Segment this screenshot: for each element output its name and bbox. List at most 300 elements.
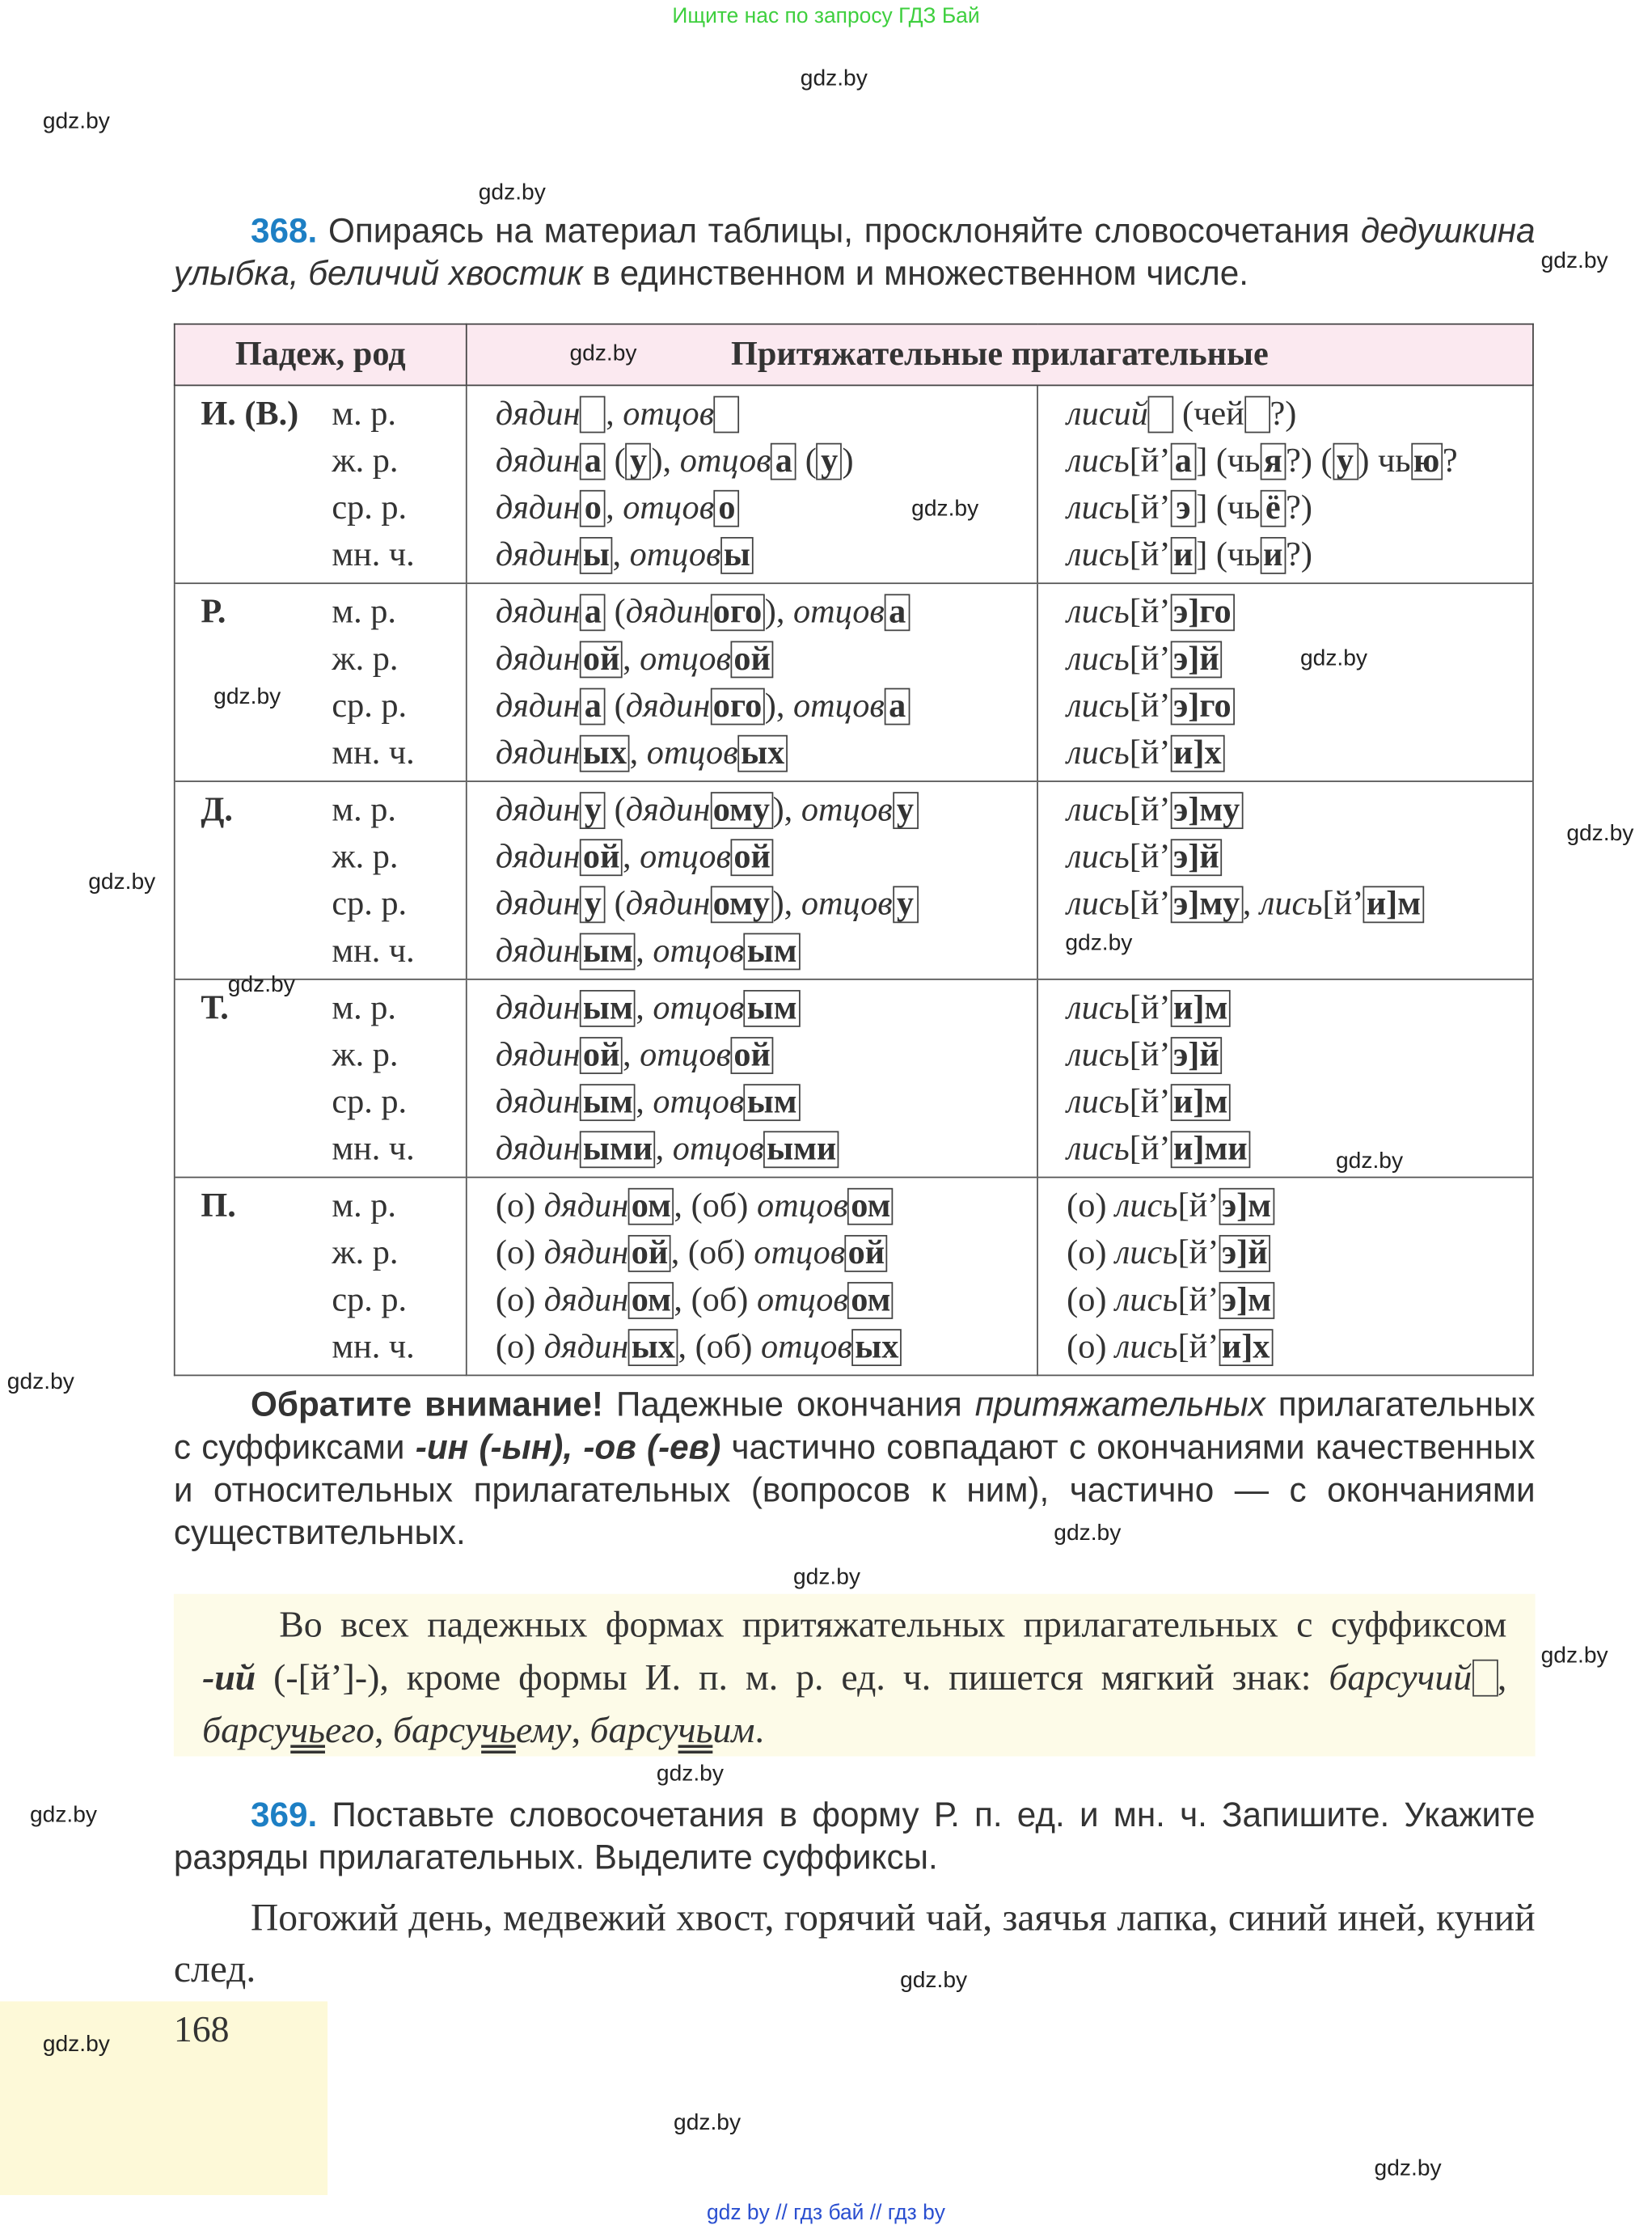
text-part: [й’ (1129, 1084, 1171, 1122)
text-part: ), (772, 886, 801, 924)
watermark: gdz.by (227, 972, 295, 997)
word-stem: отцов (672, 1131, 764, 1169)
word-stem: отцов (679, 442, 771, 480)
gender-label: ж. р. (332, 442, 399, 480)
word-stem: отцов (653, 1084, 745, 1122)
form-line (467, 637, 1037, 683)
form-line (467, 391, 1037, 438)
note-paragraph (174, 1385, 1536, 1555)
ending-box: ом (628, 1188, 674, 1225)
ending-box: и]м (1170, 1084, 1230, 1121)
case-cell (175, 583, 467, 781)
ending-box: у (1333, 443, 1358, 480)
form-line (1038, 730, 1532, 777)
ending-box: э]й (1170, 839, 1222, 876)
ending-box: э]го (1170, 594, 1234, 631)
case-line (175, 391, 466, 438)
text-part: ? (1442, 442, 1458, 480)
ending-box: ой (580, 1037, 623, 1074)
word-stem: дядин (495, 594, 581, 632)
case-line (175, 1325, 466, 1372)
word-stem: дядин (543, 1187, 629, 1225)
exercise-text: Поставьте словосочетания в форму Р. п. ед. и мн. ч. Запишите. Укажите разряды прилагательных. Выделите суффиксы. (173, 1796, 1536, 1878)
case-line (175, 590, 466, 637)
ending-box: о (714, 490, 740, 527)
text-part: (о) (495, 1282, 544, 1319)
case-group-row (175, 979, 1533, 1178)
underlined-part: чь (290, 1709, 325, 1751)
suffix-ij-cell (1037, 979, 1533, 1178)
form-line (1038, 1080, 1532, 1127)
text-part: [й’ (1129, 886, 1171, 924)
word-stem: дядин (495, 396, 581, 434)
exercise-text: Опираясь на материал таблицы, просклоняйте словосочетания (317, 212, 1361, 251)
gender-label: ср. р. (332, 1282, 408, 1319)
ending-box: э]й (1170, 1037, 1222, 1074)
case-line (175, 1033, 466, 1080)
ending-box: ым (580, 933, 636, 971)
ending-box: ых (852, 1329, 902, 1366)
word-stem: отцов (640, 641, 731, 679)
text-part: , (об) (674, 1187, 757, 1225)
ending-box: ого (710, 594, 764, 631)
ending-box: ым (744, 1084, 800, 1121)
ending-box: ых (628, 1329, 678, 1366)
word-stem: лись (1114, 1234, 1178, 1272)
watermark: gdz.by (88, 870, 156, 895)
exercise-number: 369. (250, 1796, 318, 1835)
case-cell (175, 979, 467, 1178)
watermark: gdz.by (656, 1762, 724, 1787)
note-italic: притяжательных (974, 1385, 1265, 1425)
text-part: ( (796, 442, 817, 480)
text-part: , (622, 839, 640, 877)
underlined-part: чь (481, 1709, 516, 1751)
word-stem: отцов (792, 687, 885, 725)
word-stem: лись (1259, 886, 1323, 924)
word-stem: дядин (625, 594, 711, 632)
word-stem: лись (1067, 734, 1130, 772)
text-part: ?) (1286, 536, 1313, 574)
text-part: (о) (495, 1234, 544, 1272)
case-label: Т. (201, 990, 229, 1027)
ending-box: и (1170, 537, 1196, 574)
watermark: gdz.by (42, 109, 110, 134)
word-stem: лись (1067, 839, 1130, 877)
rule-example (589, 1709, 754, 1750)
ending-box: ыми (764, 1131, 839, 1168)
text-part: [й’ (1177, 1329, 1219, 1366)
text-part: ( (606, 594, 626, 632)
ending-box (714, 396, 740, 434)
ending-box: ы (720, 537, 753, 574)
text-part: [й’ (1129, 687, 1171, 725)
form-line (467, 788, 1037, 835)
word-stem: лись (1067, 1131, 1130, 1169)
word-stem: лись (1067, 536, 1130, 574)
part: барсу (202, 1709, 291, 1751)
word-stem: дядин (495, 1084, 581, 1122)
case-line (175, 637, 466, 683)
ending-box: э]м (1219, 1188, 1274, 1225)
form-line (1038, 986, 1532, 1033)
text-part: (о) (495, 1187, 544, 1225)
case-cell (175, 781, 467, 979)
ending-box: ой (731, 1037, 774, 1074)
gender-label: ж. р. (332, 1234, 399, 1272)
word-stem: дядин (495, 933, 581, 971)
case-line (175, 730, 466, 777)
note-lead: Обратите внимание! (250, 1385, 603, 1425)
word-stem: лись (1114, 1282, 1178, 1319)
word-stem: лись (1114, 1187, 1178, 1225)
case-label: П. (201, 1187, 236, 1225)
text-part: , (636, 1084, 653, 1122)
watermark: gdz.by (1336, 1149, 1404, 1174)
text-part: ( (606, 442, 626, 480)
text-part: ] (чь (1196, 536, 1261, 574)
ending-box: а (580, 443, 606, 480)
case-line (175, 486, 466, 533)
form-line (1038, 438, 1532, 485)
text-part: ( (606, 886, 626, 924)
word-stem: лись (1067, 489, 1130, 527)
ending-box: и]х (1219, 1329, 1273, 1366)
text-part: [й’ (1129, 792, 1171, 830)
ending-box: а (885, 594, 911, 631)
text-part: , (629, 734, 647, 772)
ending-box: ым (580, 1084, 636, 1121)
text-part: [й’ (1177, 1187, 1219, 1225)
page-number: 168 (173, 2008, 230, 2050)
exercise-text: в единственном и множественном числе. (582, 255, 1249, 294)
ending-box: ой (580, 839, 623, 876)
text-part: (о) (1067, 1187, 1115, 1225)
ending-box: ом (628, 1282, 674, 1319)
case-line (175, 533, 466, 580)
case-group-row (175, 1178, 1533, 1376)
gender-label: мн. ч. (332, 933, 415, 971)
ending-box: э]му (1170, 792, 1242, 829)
watermark: gdz.by (1540, 1643, 1608, 1669)
ending-box: ё (1260, 490, 1286, 527)
word-stem: отцов (640, 1037, 731, 1074)
exercise-369-phrases: Погожий день, медвежий хвост, горячий чай, заячья лапка, синий иней, куний след. (173, 1896, 1536, 1990)
ending-box: э]м (1219, 1282, 1274, 1319)
text-part: , (об) (678, 1329, 761, 1366)
watermark: gdz.by (569, 341, 637, 366)
text-part: (чей (1173, 396, 1244, 434)
word-stem: отцов (801, 792, 893, 830)
ending-box: и]м (1363, 886, 1423, 923)
case-label: И. (В.) (201, 396, 299, 434)
text-part: ), (764, 687, 793, 725)
gender-label: ж. р. (332, 839, 399, 877)
footer-links[interactable]: gdz by // гдз бай // гдз by (706, 2201, 946, 2225)
form-line (1038, 882, 1532, 928)
text-part: ?) ( (1286, 442, 1333, 480)
ending-box: у (817, 443, 843, 480)
word-stem: дядин (495, 641, 581, 679)
form-line (1038, 590, 1532, 637)
empty-ending-box (1472, 1660, 1498, 1697)
ending-box (580, 396, 606, 434)
ending-box: у (580, 792, 606, 829)
watermark: gdz.by (792, 1565, 861, 1590)
watermark: gdz.by (6, 1370, 74, 1395)
word-stem: отцов (754, 1234, 846, 1272)
ending-box: у (626, 443, 652, 480)
word-stem: лись (1067, 990, 1130, 1027)
text-part: , (636, 933, 653, 971)
gender-label: м. р. (332, 594, 396, 632)
form-line (467, 1278, 1037, 1325)
ending-box: ой (731, 839, 774, 876)
text-part: (о) (1067, 1282, 1115, 1319)
text-part: , (об) (670, 1234, 754, 1272)
gender-label: м. р. (332, 396, 396, 434)
text-part: [й’ (1177, 1282, 1219, 1319)
rule-text: Во всех падежных формах притяжательных прилагательных с суффиксом (279, 1604, 1507, 1646)
ending-box: э (1170, 490, 1196, 527)
ending-box: ой (731, 641, 774, 679)
watermark: gdz.by (213, 685, 281, 710)
part: барсу (589, 1709, 678, 1751)
word-stem: лись (1067, 1084, 1130, 1122)
ending-box: ых (580, 735, 629, 772)
watermark: gdz.by (674, 2111, 741, 2136)
word-stem: отцов (646, 734, 738, 772)
text-part: ( (606, 792, 626, 830)
note-suffixes: -ин (-ын), -ов (-ев) (415, 1428, 721, 1468)
ending-box: ому (710, 886, 772, 923)
word-stem: дядин (543, 1329, 629, 1366)
case-cell (175, 1178, 467, 1376)
ending-box: ой (580, 641, 623, 679)
ending-box: ы (580, 537, 612, 574)
form-line (467, 928, 1037, 975)
suffix-in-ov-cell (467, 385, 1037, 583)
form-line (1038, 788, 1532, 835)
word-stem: лись (1114, 1329, 1178, 1366)
ending-box: у (893, 886, 919, 923)
form-line (1038, 533, 1532, 580)
note-text: Падежные окончания (602, 1385, 975, 1425)
ending-box: у (580, 886, 606, 923)
word-stem: дядин (495, 536, 581, 574)
word-stem: дядин (495, 886, 581, 924)
form-line (1038, 391, 1532, 438)
suffix-ij-cell (1037, 1178, 1533, 1376)
case-line (175, 438, 466, 485)
ending-box: у (893, 792, 919, 829)
watermark: gdz.by (1374, 2156, 1442, 2181)
word-stem: отцов (629, 536, 721, 574)
form-line (1038, 1278, 1532, 1325)
header-case: Падеж, род (175, 324, 467, 386)
case-line (175, 835, 466, 882)
watermark: gdz.by (29, 1803, 98, 1828)
form-line (1038, 1325, 1532, 1372)
form-line (1038, 1184, 1532, 1231)
word-stem: дядин (495, 792, 581, 830)
suffix-in-ov-cell (467, 781, 1037, 979)
text-part: [й’ (1129, 641, 1171, 679)
part: ему (515, 1709, 572, 1751)
ending-box (1244, 396, 1270, 434)
form-line (467, 683, 1037, 730)
rule-example: барсучий (1329, 1656, 1472, 1698)
part: его (324, 1709, 375, 1751)
text-part: (о) (1067, 1234, 1115, 1272)
ending-box: ом (848, 1282, 894, 1319)
case-line (175, 928, 466, 975)
text-part: ), (764, 594, 793, 632)
watermark: gdz.by (800, 66, 868, 91)
case-line (175, 986, 466, 1033)
sep: , (374, 1709, 393, 1751)
case-line (175, 1231, 466, 1278)
top-banner[interactable]: Ищите нас по запросу ГДЗ Бай (672, 4, 980, 29)
ending-box: и]ми (1170, 1131, 1250, 1168)
form-line (467, 1080, 1037, 1127)
form-line (467, 882, 1037, 928)
case-line (175, 1278, 466, 1325)
text-part: ) (842, 442, 854, 480)
ending-box: а (771, 443, 796, 480)
suffix-in-ov-cell (467, 1178, 1037, 1376)
word-stem: отцов (756, 1282, 848, 1319)
text-part: , (622, 1037, 640, 1074)
ending-box: а (580, 594, 606, 631)
text-part: , (1242, 886, 1260, 924)
suffix-in-ov-cell (467, 583, 1037, 781)
form-line (1038, 835, 1532, 882)
ending-box: ому (710, 792, 772, 829)
form-line (1038, 1033, 1532, 1080)
part: барсу (392, 1709, 482, 1751)
exercise-phrases: дедушкина улыбка, беличий хвостик (173, 212, 1536, 294)
word-stem: лись (1067, 687, 1130, 725)
case-line (175, 1080, 466, 1127)
case-group-row (175, 781, 1533, 979)
form-line (467, 438, 1037, 485)
word-stem: отцов (623, 489, 715, 527)
rule-example (202, 1709, 374, 1750)
word-stem: дядин (495, 839, 581, 877)
case-group-row (175, 385, 1533, 583)
word-stem: отцов (653, 933, 745, 971)
form-line (467, 835, 1037, 882)
case-line (175, 788, 466, 835)
gender-label: мн. ч. (332, 734, 415, 772)
ending-box: э]й (1219, 1235, 1270, 1272)
ending-box: э]му (1170, 886, 1242, 923)
form-line (467, 730, 1037, 777)
header-adjectives-label: Притяжательные прилагательные (730, 335, 1269, 373)
gender-label: ср. р. (332, 489, 408, 527)
form-line (467, 533, 1037, 580)
text-part: (о) (1067, 1329, 1115, 1366)
text-part: ( (606, 687, 626, 725)
word-stem: дядин (625, 687, 711, 725)
note-text: частично совпадают с окончаниями качественных и относительных прилагательных (вопросов к ним), частично — с окончаниями существительных. (173, 1428, 1536, 1553)
ending-box: ым (744, 990, 800, 1027)
text-part: [й’ (1129, 1037, 1171, 1074)
text-part: [й’ (1129, 489, 1171, 527)
word-stem: лись (1067, 641, 1130, 679)
form-line (467, 1325, 1037, 1372)
text-part: ] (чь (1196, 489, 1261, 527)
word-stem: отцов (640, 839, 731, 877)
text-part: ) чь (1358, 442, 1411, 480)
gender-label: м. р. (332, 1187, 396, 1225)
ending-box: э]го (1170, 688, 1234, 725)
text-part: (о) (495, 1329, 544, 1366)
text-part: [й’ (1129, 536, 1171, 574)
word-stem: дядин (495, 734, 581, 772)
case-label: Р. (201, 594, 226, 632)
case-group-row (175, 583, 1533, 781)
text-part: , (612, 536, 630, 574)
text-part: [й’ (1129, 1131, 1171, 1169)
word-stem: дядин (495, 1037, 581, 1074)
text-part: , (об) (674, 1282, 757, 1319)
ending-box: ым (744, 933, 800, 971)
watermark: gdz.by (900, 1968, 968, 1993)
gender-label: ср. р. (332, 886, 408, 924)
word-stem: дядин (495, 1131, 581, 1169)
case-cell (175, 385, 467, 583)
word-stem: отцов (760, 1329, 852, 1366)
text-part: [й’ (1129, 839, 1171, 877)
page-number-block (0, 2001, 327, 2195)
ending-box: а (580, 688, 606, 725)
rule-box (174, 1594, 1536, 1757)
text-part: ] (чь (1196, 442, 1261, 480)
gender-label: мн. ч. (332, 1131, 415, 1169)
ending-box: а (1170, 443, 1196, 480)
ending-box: ыми (580, 1131, 655, 1168)
form-line (467, 1231, 1037, 1278)
ending-box: ых (738, 735, 788, 772)
ending-box: я (1260, 443, 1286, 480)
form-line (1038, 486, 1532, 533)
word-stem: дядин (543, 1234, 629, 1272)
ending-box: и]м (1170, 990, 1230, 1027)
word-stem: дядин (495, 990, 581, 1027)
text-part: , (606, 396, 623, 434)
note-text: прилагательных с суффиксами (173, 1385, 1536, 1468)
text-part: [й’ (1129, 594, 1171, 632)
possessive-adjectives-table (174, 324, 1534, 1377)
exercise-369 (174, 1795, 1536, 1880)
watermark: gdz.by (911, 497, 979, 522)
case-line (175, 882, 466, 928)
table-body (175, 385, 1533, 1375)
word-stem: лись (1067, 792, 1130, 830)
rule-example (393, 1709, 572, 1750)
text-part: [й’ (1129, 734, 1171, 772)
suffix-ij-cell (1037, 583, 1533, 781)
text-part: ), (651, 442, 680, 480)
ending-box: о (580, 490, 606, 527)
gender-label: ср. р. (332, 1084, 408, 1122)
watermark: gdz.by (478, 180, 546, 205)
suffix-ij-cell (1037, 385, 1533, 583)
form-line (1038, 1127, 1532, 1174)
case-line (175, 1184, 466, 1231)
